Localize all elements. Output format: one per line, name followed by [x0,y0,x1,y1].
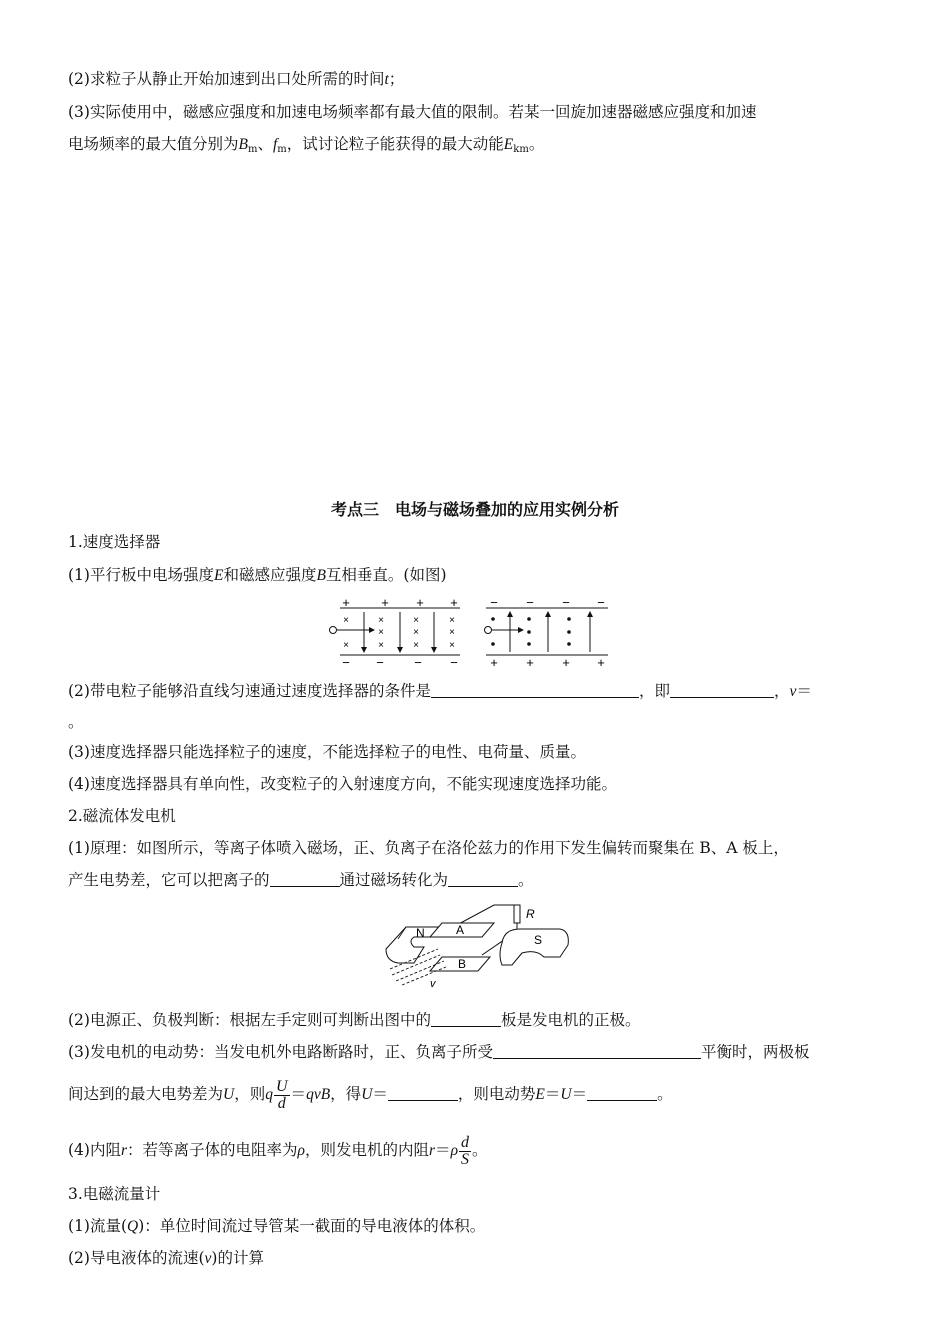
minus-sign: − [342,655,350,670]
text: )：单位时间流过导管某一截面的导电液体的体积。 [138,1217,486,1235]
text: (2)导电液体的流速( [68,1249,205,1267]
text: 产生电势差，它可以把离子的 [68,871,270,889]
var-v: v [204,1250,212,1267]
resistor-icon [514,905,520,923]
text: ：若等离子体的电阻率为 [127,1141,298,1159]
s1-p1 [68,564,447,587]
var-E: E [503,136,514,153]
plus-sign: + [381,595,389,610]
question-2 [68,68,404,91]
plus-sign: + [490,655,498,670]
text: ＝ [571,1085,588,1103]
text: 。 [657,1085,673,1103]
var-U: U [361,1086,373,1103]
answer-blank[interactable] [670,681,774,698]
cross-mark: × [413,615,419,626]
cross-mark: × [449,627,455,638]
s1-title: 1.速度选择器 [68,533,161,551]
question-3-line1: (3)实际使用中，磁感应强度和加速电场频率都有最大值的限制。若某一回旋加速器磁感应强度和加速 [68,103,757,121]
section-heading: 考点三 电场与磁场叠加的应用实例分析 [330,500,619,519]
s3-p2 [68,1247,264,1270]
cross-mark: × [413,640,419,651]
answer-blank[interactable] [270,870,340,887]
text: (4)内阻 [68,1141,121,1159]
text: )的计算 [211,1249,264,1267]
text: 和磁感应强度 [223,566,317,584]
cross-mark: × [378,627,384,638]
var-q: q [265,1086,273,1103]
text: ，则发电机的内阻 [304,1141,429,1159]
label-R: R [526,907,535,921]
text: ，则电动势 [457,1085,536,1103]
plus-sign: + [562,655,570,670]
cross-mark: × [378,615,384,626]
answer-blank[interactable] [493,1042,701,1059]
s1-p3: (3)速度选择器只能选择粒子的速度，不能选择粒子的电性、电荷量、质量。 [68,743,586,761]
var-Q: Q [127,1218,139,1235]
text: (2)带电粒子能够沿直线匀速通过速度选择器的条件是 [68,682,431,700]
minus-sign: − [414,655,422,670]
cross-mark: × [378,640,384,651]
sub-km: km [513,144,529,155]
plus-sign: + [342,595,350,610]
plus-sign: + [416,595,424,610]
text: (1)平行板中电场强度 [68,566,214,584]
punct: 。 [528,135,545,153]
var-E: E [535,1086,545,1103]
var-U: U [223,1086,235,1103]
text: ＝ [435,1141,451,1159]
text: 平衡时，两极板 [700,1043,810,1061]
answer-blank[interactable] [431,1010,501,1027]
selector-left [330,595,461,670]
text: ， [773,682,790,700]
s1-p2-end: 。 [68,713,84,731]
cross-mark: × [343,615,349,626]
var-B: B [238,136,248,153]
text: ＝ [796,682,812,700]
text: (1)流量( [68,1217,128,1235]
var-rho: ρ [450,1142,459,1159]
answer-blank[interactable] [431,681,639,698]
label-A: A [456,923,465,937]
var-f: f [272,136,278,153]
minus-sign: − [376,655,384,670]
cross-mark: × [413,627,419,638]
text: 。 [472,1141,488,1159]
numerator: d [461,1133,470,1151]
question-3-line2 [68,133,544,161]
minus-sign: − [562,595,570,610]
text: ，则 [234,1085,266,1103]
minus-sign: − [490,595,498,610]
var-B: B [316,567,326,584]
s2-title: 2.磁流体发电机 [68,807,176,825]
text: ，即 [638,682,670,700]
text: 电场频率的最大值分别为 [68,135,239,153]
s2-p3-line1 [68,1041,809,1063]
s1-p4: (4)速度选择器具有单向性，改变粒子的入射速度方向，不能实现速度选择功能。 [68,775,617,793]
plus-sign: + [526,655,534,670]
var-v: v [789,683,797,700]
answer-blank[interactable] [388,1084,458,1101]
var-r: r [120,1142,128,1159]
var-qvB: qvB [306,1086,331,1103]
label-v: v [430,978,436,989]
minus-sign: − [450,655,458,670]
fraction-d-over-S [459,1135,471,1168]
s2-p2 [68,1009,640,1031]
punct: ； [388,70,405,88]
answer-blank[interactable] [587,1084,657,1101]
minus-sign: − [526,595,534,610]
text: 。 [518,871,534,889]
s2-p1-line2 [68,869,534,891]
s3-p1 [68,1215,485,1238]
label-B: B [458,957,467,971]
mhd-generator-figure [384,897,574,989]
text: 通过磁场转化为 [339,871,449,889]
s2-p4 [68,1128,488,1172]
text: ＝ [290,1085,307,1103]
numerator: U [275,1077,288,1095]
plus-sign: + [597,655,605,670]
var-t: t [384,71,389,88]
text: 间达到的最大电势差为 [68,1085,224,1103]
s2-p1-line1: (1)原理：如图所示，等离子体喷入磁场，正、负离子在洛伦兹力的作用下发生偏转而聚集在 B、A 板上， [68,839,789,857]
cross-mark: × [449,640,455,651]
text: (3)发电机的电动势：当发电机外电路断路时，正、负离子所受 [68,1043,493,1061]
cross-mark: × [449,615,455,626]
var-U: U [560,1086,572,1103]
answer-blank[interactable] [448,870,518,887]
label-N: N [416,926,425,940]
var-rho: ρ [297,1142,305,1159]
s1-p2 [68,680,812,703]
s2-p3-line2 [68,1072,673,1116]
text: ，试讨论粒子能获得的最大动能 [286,135,504,153]
text: (2)电源正、负极判断：根据左手定则可判断出图中的 [68,1011,431,1029]
punct: 、 [257,135,273,153]
particle-icon [485,627,492,634]
text: 互相垂直。(如图) [325,566,447,584]
sub-m: m [277,144,287,155]
particle-icon [330,627,337,634]
text: ＝ [372,1085,388,1103]
var-r: r [429,1142,436,1159]
plus-sign: + [450,595,458,610]
fraction-U-over-d [274,1079,290,1112]
text: ，得 [330,1085,362,1103]
minus-sign: − [597,595,605,610]
question-2-text: (2)求粒子从静止开始加速到出口处所需的时间 [68,70,385,88]
var-E: E [213,567,224,584]
denominator: d [277,1094,286,1112]
denominator: S [461,1150,470,1168]
s3-title: 3.电磁流量计 [68,1185,161,1203]
cross-mark: × [343,640,349,651]
sub-m: m [247,144,258,155]
selector-right [485,595,609,670]
text: 板是发电机的正极。 [500,1011,641,1029]
velocity-selector-figure [326,592,616,670]
label-S: S [534,933,543,947]
text: ＝ [544,1085,561,1103]
